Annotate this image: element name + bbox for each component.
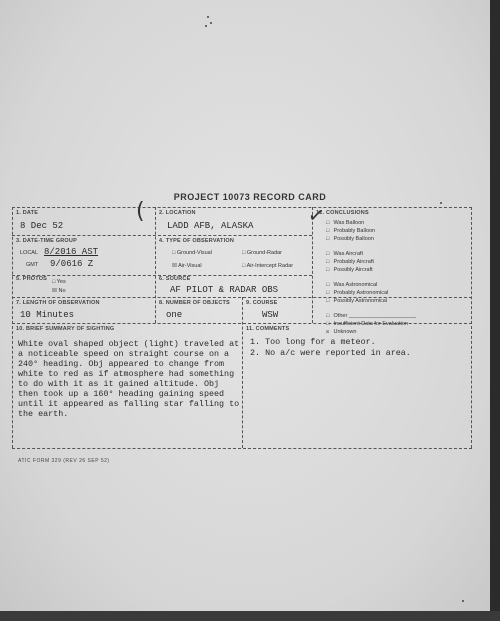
- date-label: 1. DATE: [16, 210, 39, 216]
- scan-edge-bottom: [0, 611, 500, 621]
- dust-speck: [205, 25, 207, 27]
- conclusion-probably-astronomical: □ Probably Astronomical: [326, 289, 389, 296]
- summary-line: White oval shaped object (light) traveled at: [18, 339, 240, 349]
- conclusion-was-aircraft: □ Was Aircraft: [326, 250, 363, 257]
- comment-line: 2. No a/c were reported in area.: [250, 347, 411, 358]
- source-label: 6. SOURCE: [159, 276, 191, 282]
- conclusion-probably-balloon: □ Probably Balloon: [326, 227, 376, 234]
- rule-col1: [155, 207, 156, 323]
- checkbox-icon: □: [326, 266, 330, 273]
- dust-speck: [207, 16, 209, 18]
- summary-line: white to red as if atmosphere had something: [18, 369, 235, 379]
- dtg-local-prefix: LOCAL: [20, 250, 39, 256]
- rule-bottom: [12, 448, 472, 449]
- dtg-gmt-value: 9/0616 Z: [50, 259, 94, 269]
- summary-line: the earth.: [18, 409, 69, 419]
- summary-line: 240° heading. Obj appeared to change from: [18, 359, 225, 369]
- conclusions-list: [326, 219, 472, 336]
- checkbox-icon: □: [326, 281, 330, 288]
- num-objects-value: one: [166, 310, 183, 320]
- rule-top: [12, 207, 472, 208]
- dust-speck: [440, 202, 442, 204]
- checkbox-icon: □: [52, 279, 56, 285]
- checkbox-icon: □: [242, 250, 246, 256]
- summary-line: a noticeable speed on straight course on a: [18, 349, 230, 359]
- obs-air-visual: ☒ Air-Visual: [172, 263, 202, 269]
- checkbox-icon: □: [326, 312, 330, 319]
- form-number: ATIC FORM 329 (REV 26 SEP 52): [18, 458, 110, 464]
- date-value: 8 Dec 52: [20, 221, 64, 231]
- conclusion-unknown: ☒ Unknown: [326, 328, 357, 335]
- location-value: LADD AFB, ALASKA: [167, 221, 254, 231]
- obs-ground-radar: □ Ground-Radar: [242, 250, 283, 256]
- conclusion-spacer: [326, 243, 472, 250]
- record-card: [12, 199, 472, 453]
- checkbox-icon: □: [326, 219, 330, 226]
- checkbox-icon: □: [326, 235, 330, 242]
- rule-row1: [12, 235, 312, 236]
- summary-text: [18, 339, 246, 419]
- checkbox-icon: □: [326, 320, 330, 327]
- obs-ground-visual: □ Ground-Visual: [172, 250, 212, 256]
- photos-no: ☒ No: [52, 288, 66, 294]
- obs-air-intercept-radar: □ Air-Intercept Radar: [242, 263, 294, 269]
- scan-edge-right: [490, 0, 500, 621]
- dtg-label: 3. DATE-TIME GROUP: [16, 238, 77, 244]
- card-title: PROJECT 10073 RECORD CARD: [173, 192, 327, 202]
- checkbox-icon: □: [326, 250, 330, 257]
- source-value: AF PILOT & RADAR OBS: [170, 285, 279, 295]
- checkbox-icon: □: [326, 289, 330, 296]
- checkbox-icon: □: [242, 263, 246, 269]
- course-label: 9. COURSE: [246, 300, 278, 306]
- conclusions-label: 12. CONCLUSIONS: [316, 210, 369, 216]
- course-value: WSW: [262, 310, 279, 320]
- checkbox-icon: □: [326, 258, 330, 265]
- num-objects-label: 8. NUMBER OF OBJECTS: [159, 300, 230, 306]
- bracket-mark: (: [136, 199, 145, 224]
- summary-line: then took up a 160° heading gaining speed: [18, 389, 225, 399]
- photos-yes: □ Yes: [52, 279, 66, 285]
- rule-left: [12, 207, 13, 448]
- dust-speck: [462, 600, 464, 602]
- conclusion-insufficient-data: □ Insufficient Data for Evaluation: [326, 320, 409, 327]
- checkbox-icon: □: [172, 250, 176, 256]
- conclusion-was-balloon: □ Was Balloon: [326, 219, 365, 226]
- checkbox-icon: □: [326, 297, 330, 304]
- comments-label: 11. COMMENTS: [246, 326, 290, 332]
- summary-label: 10. BRIEF SUMMARY OF SIGHTING: [16, 326, 115, 332]
- conclusion-possibly-astronomical: □ Possibly Astronomical: [326, 297, 388, 304]
- checked-box-icon: ☒: [52, 288, 57, 294]
- check-mark: ✓: [306, 201, 327, 229]
- conclusion-was-astronomical: □ Was Astronomical: [326, 281, 378, 288]
- location-label: 2. LOCATION: [159, 210, 196, 216]
- conclusion-other: □ Other ______________________: [326, 312, 417, 319]
- dtg-local-value: 8/2016 AST: [44, 247, 99, 257]
- conclusion-possibly-balloon: □ Possibly Balloon: [326, 235, 374, 242]
- dust-speck: [210, 22, 212, 24]
- obs-type-label: 4. TYPE OF OBSERVATION: [159, 238, 234, 244]
- conclusion-possibly-aircraft: □ Possibly Aircraft: [326, 266, 373, 273]
- conclusion-spacer: [326, 274, 472, 281]
- checked-box-icon: ☒: [326, 328, 330, 335]
- comments-text: [250, 337, 470, 358]
- conclusion-spacer: [326, 305, 472, 312]
- length-label: 7. LENGTH OF OBSERVATION: [16, 300, 100, 306]
- length-value: 10 Minutes: [20, 310, 75, 320]
- conclusion-probably-aircraft: □ Probably Aircraft: [326, 258, 374, 265]
- checkbox-icon: □: [326, 227, 330, 234]
- photos-label: 5. PHOTOS: [16, 276, 48, 282]
- comment-line: 1. Too long for a meteor.: [250, 337, 376, 347]
- dtg-gmt-prefix: GMT: [26, 262, 39, 268]
- summary-line: until it appeared as falling star falling to: [18, 399, 240, 409]
- summary-line: to do with it as it gained altitude. Obj: [18, 379, 220, 389]
- checked-box-icon: ☒: [172, 263, 177, 269]
